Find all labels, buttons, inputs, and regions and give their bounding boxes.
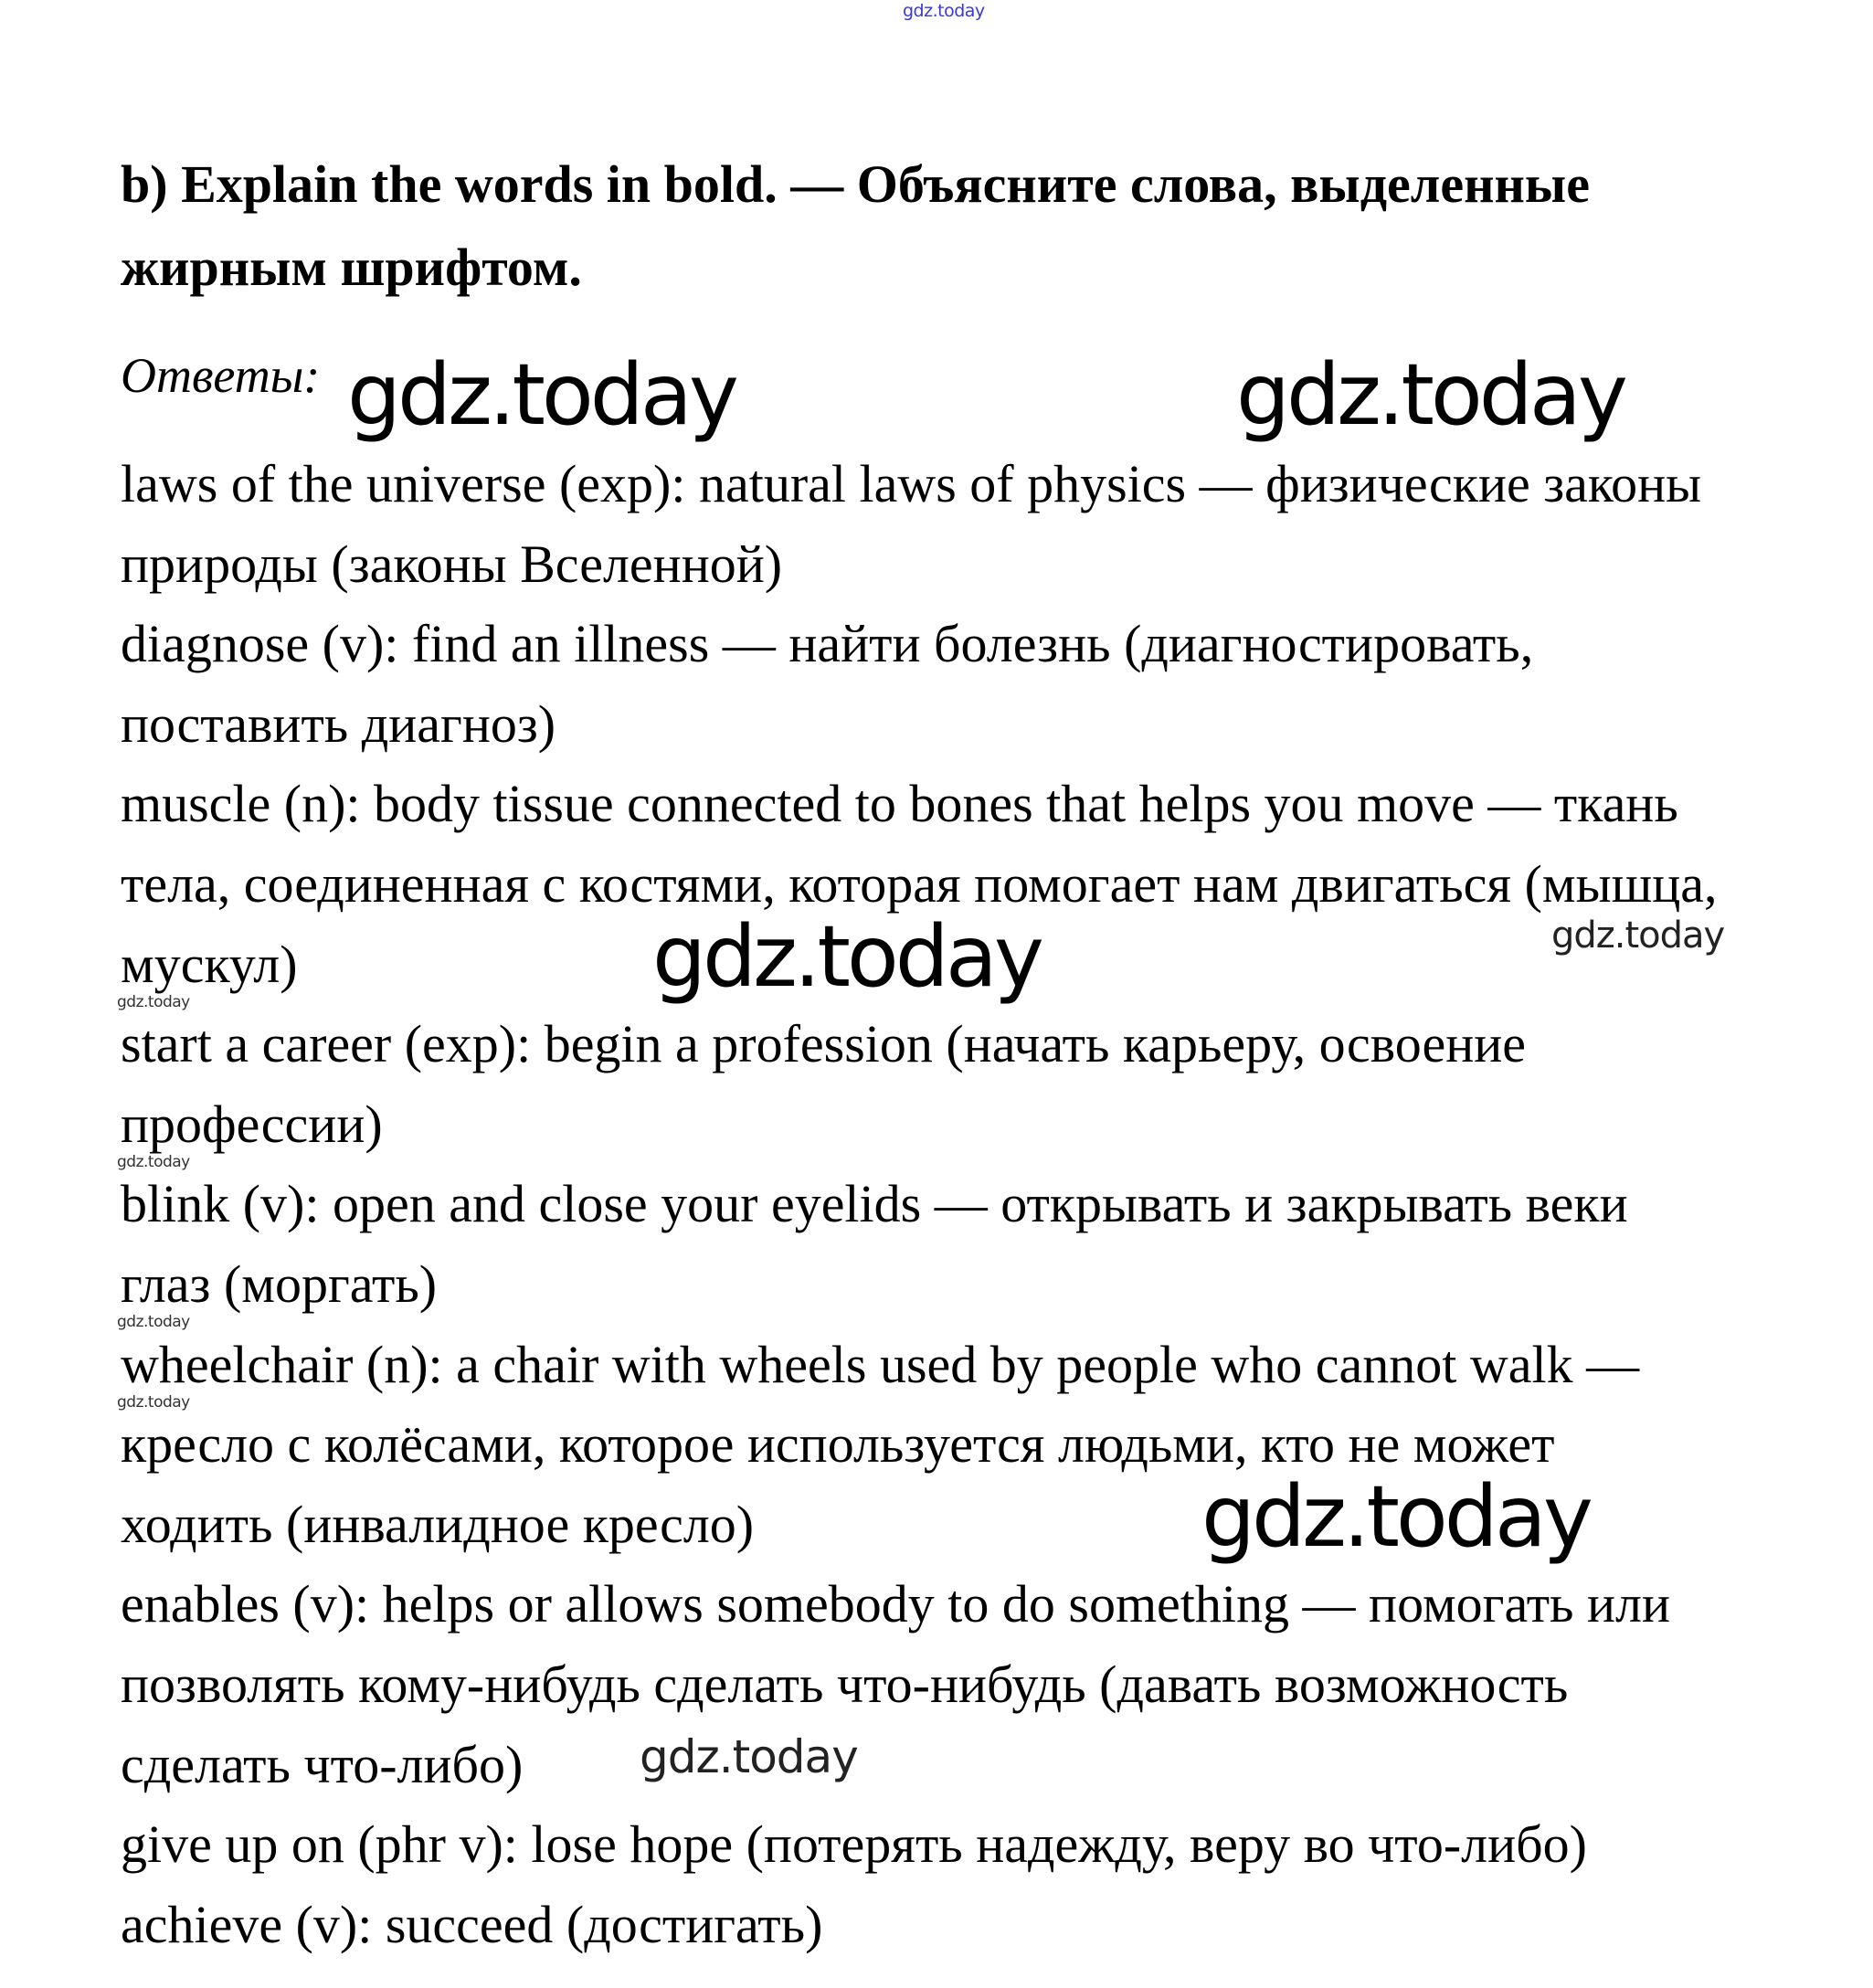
watermark-small: gdz.today: [117, 1153, 190, 1171]
answer-line: кресло с колёсами, которое используется людьми, кто не может: [121, 1414, 1555, 1475]
answer-line: blink (v): open and close your eyelids — открывать и закрывать веки: [121, 1174, 1628, 1234]
answer-line: природы (законы Вселенной): [121, 534, 783, 594]
answers-list: [121, 454, 1718, 1974]
watermark-medium: gdz.today: [640, 1730, 858, 1783]
watermark-small: gdz.today: [117, 1393, 190, 1412]
watermark-large: gdz.today: [1236, 345, 1624, 444]
answer-line: laws of the universe (exp): natural laws of physics — физические законы: [121, 454, 1702, 513]
answer-line: achieve (v): succeed (достигать): [121, 1894, 823, 1954]
answer-line: wheelchair (n): a chair with wheels used by people who cannot walk —: [121, 1334, 1640, 1394]
watermark-large: gdz.today: [652, 907, 1041, 1006]
answer-line: ходить (инвалидное кресло): [121, 1494, 755, 1554]
answer-line: enables (v): helps or allows somebody to do something — помогать или: [121, 1574, 1671, 1634]
answer-line: мускул): [121, 934, 298, 994]
answer-line: позволять кому-нибудь сделать что-нибудь (давать возможность: [121, 1654, 1569, 1714]
answer-line: глаз (моргать): [121, 1253, 438, 1314]
answer-line: give up on (phr v): lose hope (потерять надежду, веру во что-либо): [121, 1814, 1587, 1875]
heading-line-2: жирным шрифтом.: [121, 238, 582, 297]
answer-line: diagnose (v): find an illness — найти болезнь (диагностировать,: [121, 614, 1534, 674]
watermark-small: gdz.today: [117, 993, 190, 1011]
answer-line: start a career (exp): begin a profession (начать карьеру, освоение: [121, 1014, 1527, 1074]
watermark-top: gdz.today: [903, 1, 985, 21]
answer-line: профессии): [121, 1094, 383, 1154]
answers-label: Ответы:: [121, 348, 321, 403]
answer-line: поставить диагноз): [121, 693, 556, 754]
answer-line: сделать что-либо): [121, 1734, 524, 1794]
heading-line-1: b) Explain the words in bold. — Объясните слова, выделенные: [121, 154, 1590, 214]
watermark-large: gdz.today: [347, 345, 735, 444]
answer-line: тела, соединенная с костями, которая помогает нам двигаться (мышца,: [121, 853, 1718, 914]
watermark-medium: gdz.today: [1551, 915, 1725, 957]
answer-line: muscle (n): body tissue connected to bones that helps you move — ткань: [121, 774, 1678, 834]
watermark-small: gdz.today: [117, 1313, 190, 1331]
watermark-large: gdz.today: [1201, 1467, 1590, 1566]
